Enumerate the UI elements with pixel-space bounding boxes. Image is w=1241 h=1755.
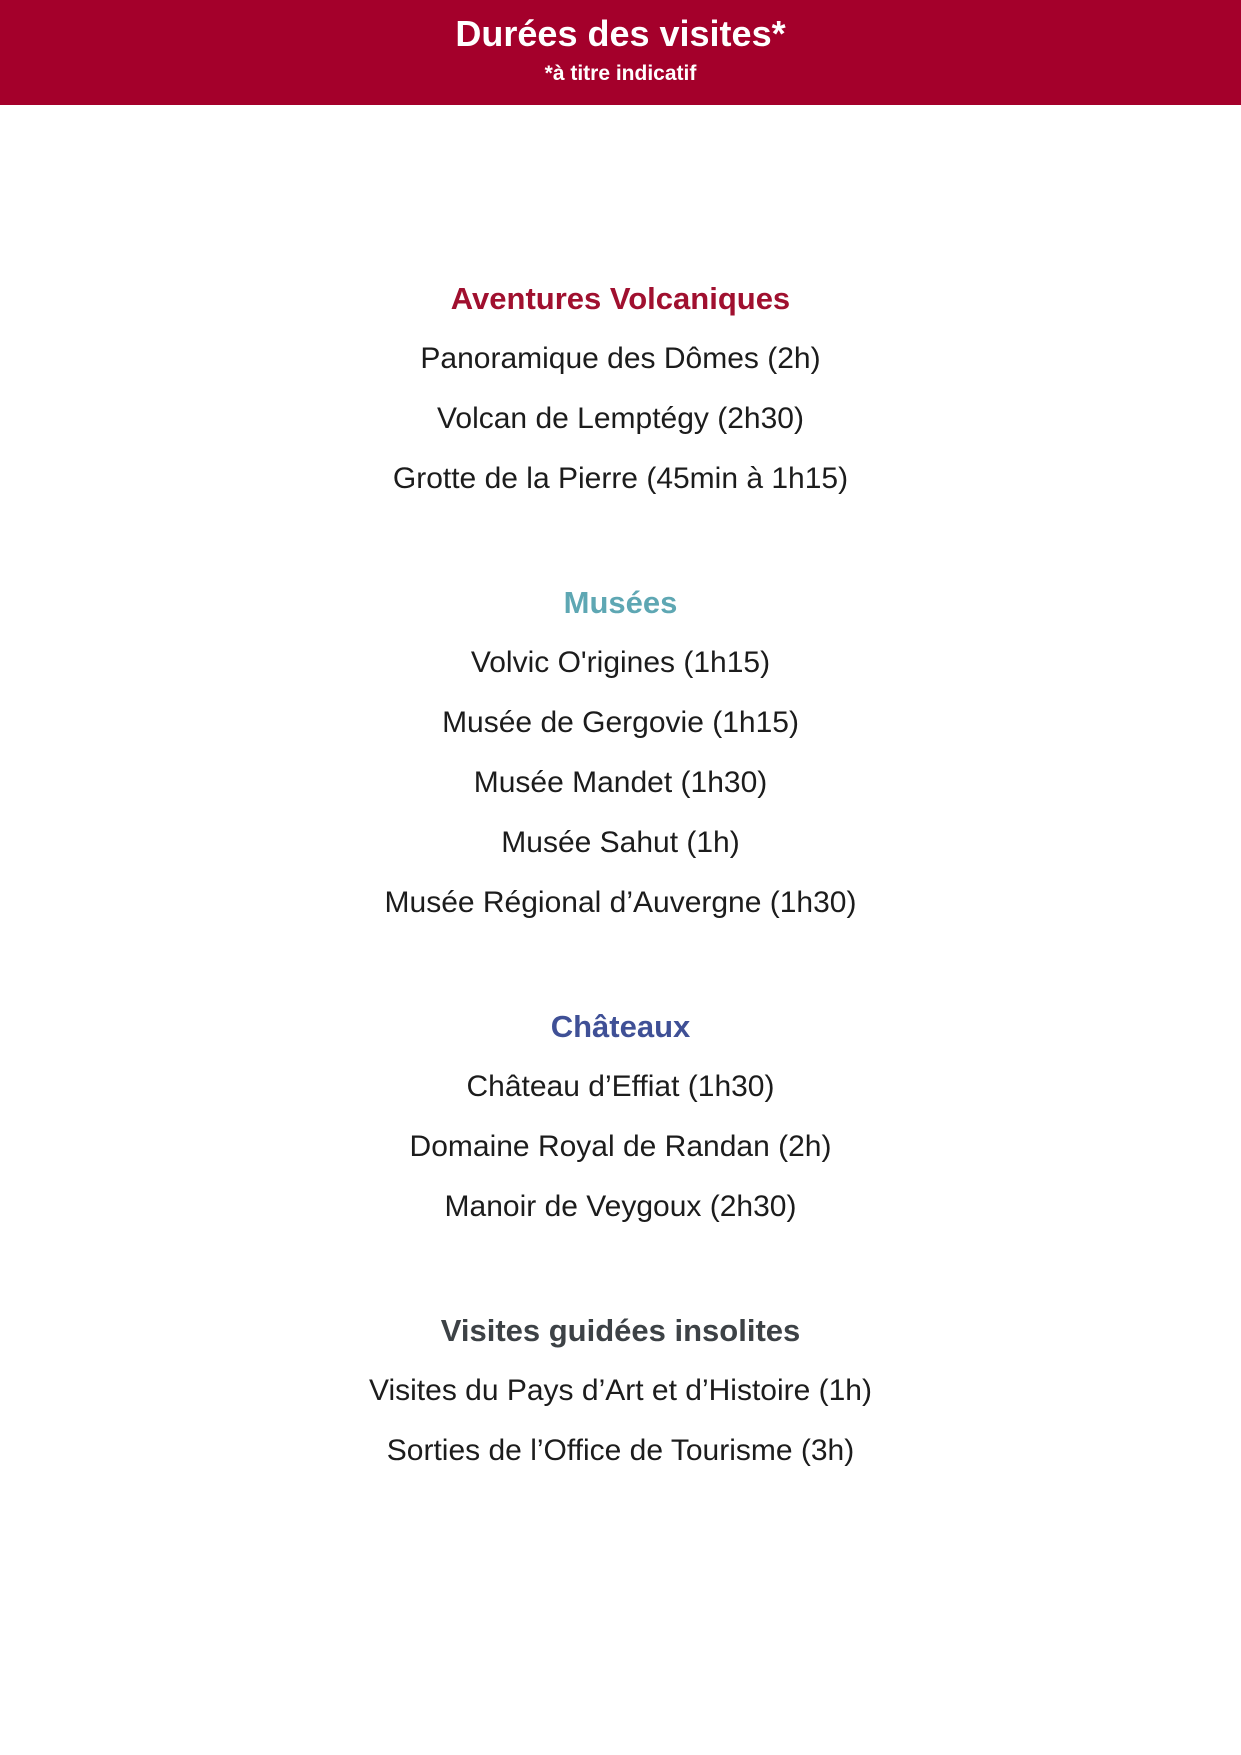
list-item: Musée de Gergovie (1h15) [442,706,799,739]
section-title-musees: Musées [563,585,678,620]
list-item: Domaine Royal de Randan (2h) [409,1130,832,1163]
section-chateaux [0,1007,1241,1247]
list-item: Panoramique des Dômes (2h) [420,342,821,375]
section-title-chateaux: Châteaux [550,1009,691,1044]
list-item: Musée Mandet (1h30) [473,766,768,799]
section-title-insolites: Visites guidées insolites [440,1313,801,1348]
section-visites-insolites [0,1311,1241,1491]
list-item: Sorties de l’Office de Tourisme (3h) [386,1434,855,1467]
section-aventures-volcaniques [0,279,1241,519]
list-item: Grotte de la Pierre (45min à 1h15) [392,462,849,495]
list-item: Visites du Pays d’Art et d’Histoire (1h) [369,1374,872,1407]
page-subtitle: *à titre indicatif [544,62,697,85]
section-musees [0,583,1241,943]
page-title: Durées des visites* [455,13,786,54]
list-item: Volcan de Lemptégy (2h30) [437,402,804,435]
list-item: Manoir de Veygoux (2h30) [444,1190,797,1223]
header-banner [0,0,1241,105]
list-item: Volvic O'rigines (1h15) [470,646,771,679]
list-item: Musée Régional d’Auvergne (1h30) [384,886,857,919]
section-title-volcaniques: Aventures Volcaniques [450,281,791,316]
list-item: Château d’Effiat (1h30) [466,1070,775,1103]
list-item: Musée Sahut (1h) [501,826,740,859]
